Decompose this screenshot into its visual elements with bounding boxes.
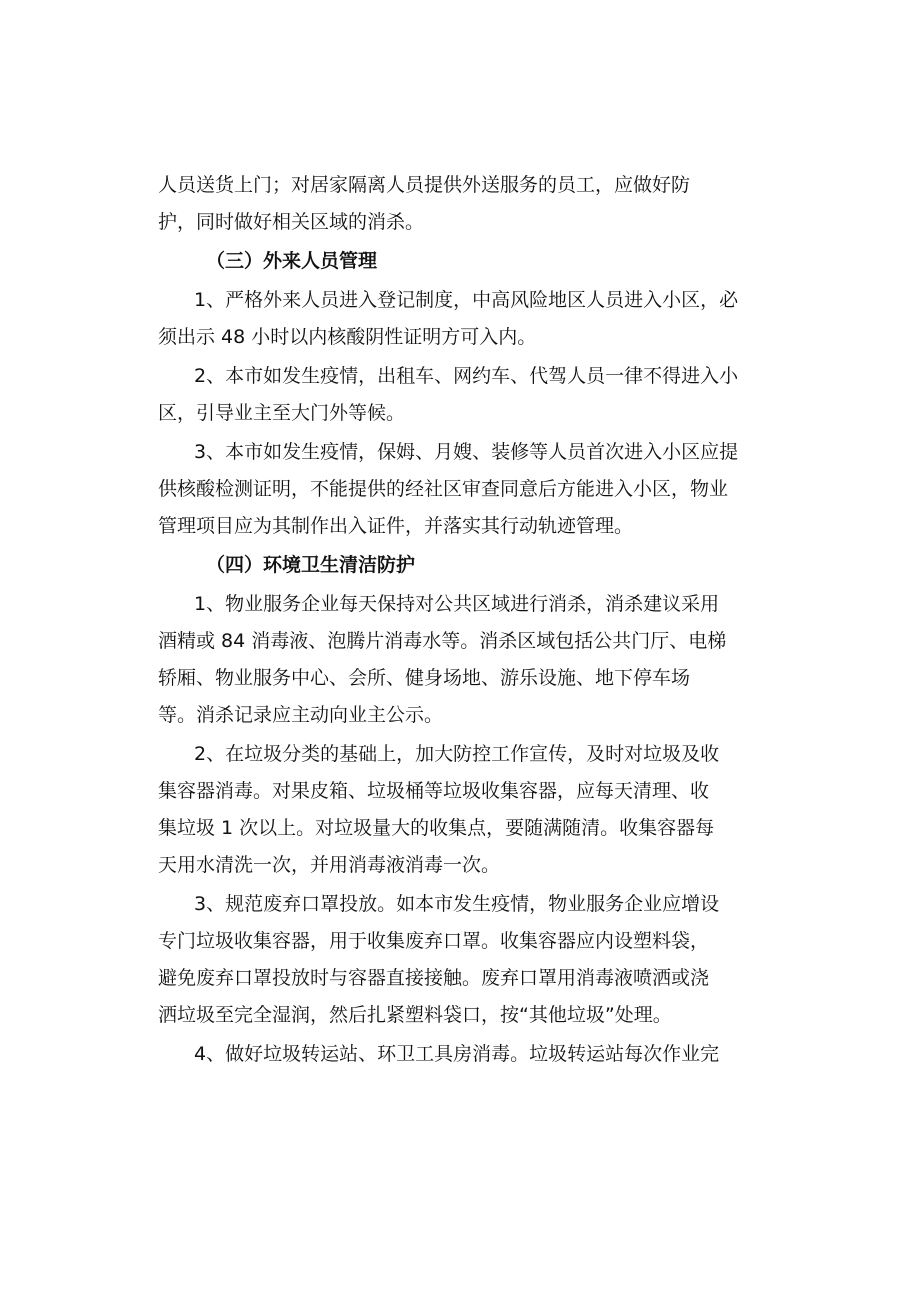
paragraph-line: 集垃圾 1 次以上。对垃圾量大的收集点，要随满随清。收集容器每 [158, 817, 715, 839]
paragraph-line: 集容器消毒。对果皮箱、垃圾桶等垃圾收集容器，应每天清理、收 [158, 780, 710, 802]
document-body [158, 170, 758, 1076]
paragraph-line: 2、在垃圾分类的基础上，加大防控工作宣传，及时对垃圾及收 [194, 743, 720, 765]
paragraph-line: 1、物业服务企业每天保持对公共区域进行消杀，消杀建议采用 [194, 593, 720, 615]
paragraph-line: 3、规范废弃口罩投放。如本市发生疫情，物业服务企业应增设 [194, 893, 720, 915]
paragraph-line: 天用水清洗一次，并用消毒液消毒一次。 [158, 854, 501, 876]
paragraph-line: 区，引导业主至大门外等候。 [158, 402, 406, 424]
paragraph-line: 洒垃圾至完全湿润，然后扎紧塑料袋口，按“其他垃圾”处理。 [158, 1004, 672, 1026]
paragraph-line: 管理项目应为其制作出入证件，并落实其行动轨迹管理。 [158, 515, 634, 537]
paragraph-line: 4、做好垃圾转运站、环卫工具房消毒。垃圾转运站每次作业完 [194, 1043, 720, 1065]
section-heading-4: （四）环境卫生清洁防护 [206, 554, 416, 576]
paragraph-line: 酒精或 84 消毒液、泡腾片消毒水等。消杀区域包括公共门厅、电梯 [158, 630, 727, 652]
section-heading-3: （三）外来人员管理 [206, 250, 378, 272]
paragraph-line: 3、本市如发生疫情，保姆、月嫂、装修等人员首次进入小区应提 [194, 441, 739, 463]
paragraph-line: 供核酸检测证明，不能提供的经社区审查同意后方能进入小区，物业 [158, 478, 729, 500]
paragraph-line: 轿厢、物业服务中心、会所、健身场地、游乐设施、地下停车场 [158, 667, 691, 689]
paragraph-line: 人员送货上门；对居家隔离人员提供外送服务的员工，应做好防 [158, 174, 691, 196]
paragraph-line: 1、严格外来人员进入登记制度，中高风险地区人员进入小区，必 [194, 289, 739, 311]
paragraph-line: 等。消杀记录应主动向业主公示。 [158, 704, 444, 726]
paragraph-line: 专门垃圾收集容器，用于收集废弃口罩。收集容器应内设塑料袋， [158, 930, 710, 952]
paragraph-line: 须出示 48 小时以内核酸阴性证明方可入内。 [158, 326, 537, 348]
paragraph-line: 护，同时做好相关区域的消杀。 [158, 211, 425, 233]
paragraph-line: 2、本市如发生疫情，出租车、网约车、代驾人员一律不得进入小 [194, 365, 739, 387]
paragraph-line: 避免废弃口罩投放时与容器直接接触。废弃口罩用消毒液喷洒或浇 [158, 967, 710, 989]
